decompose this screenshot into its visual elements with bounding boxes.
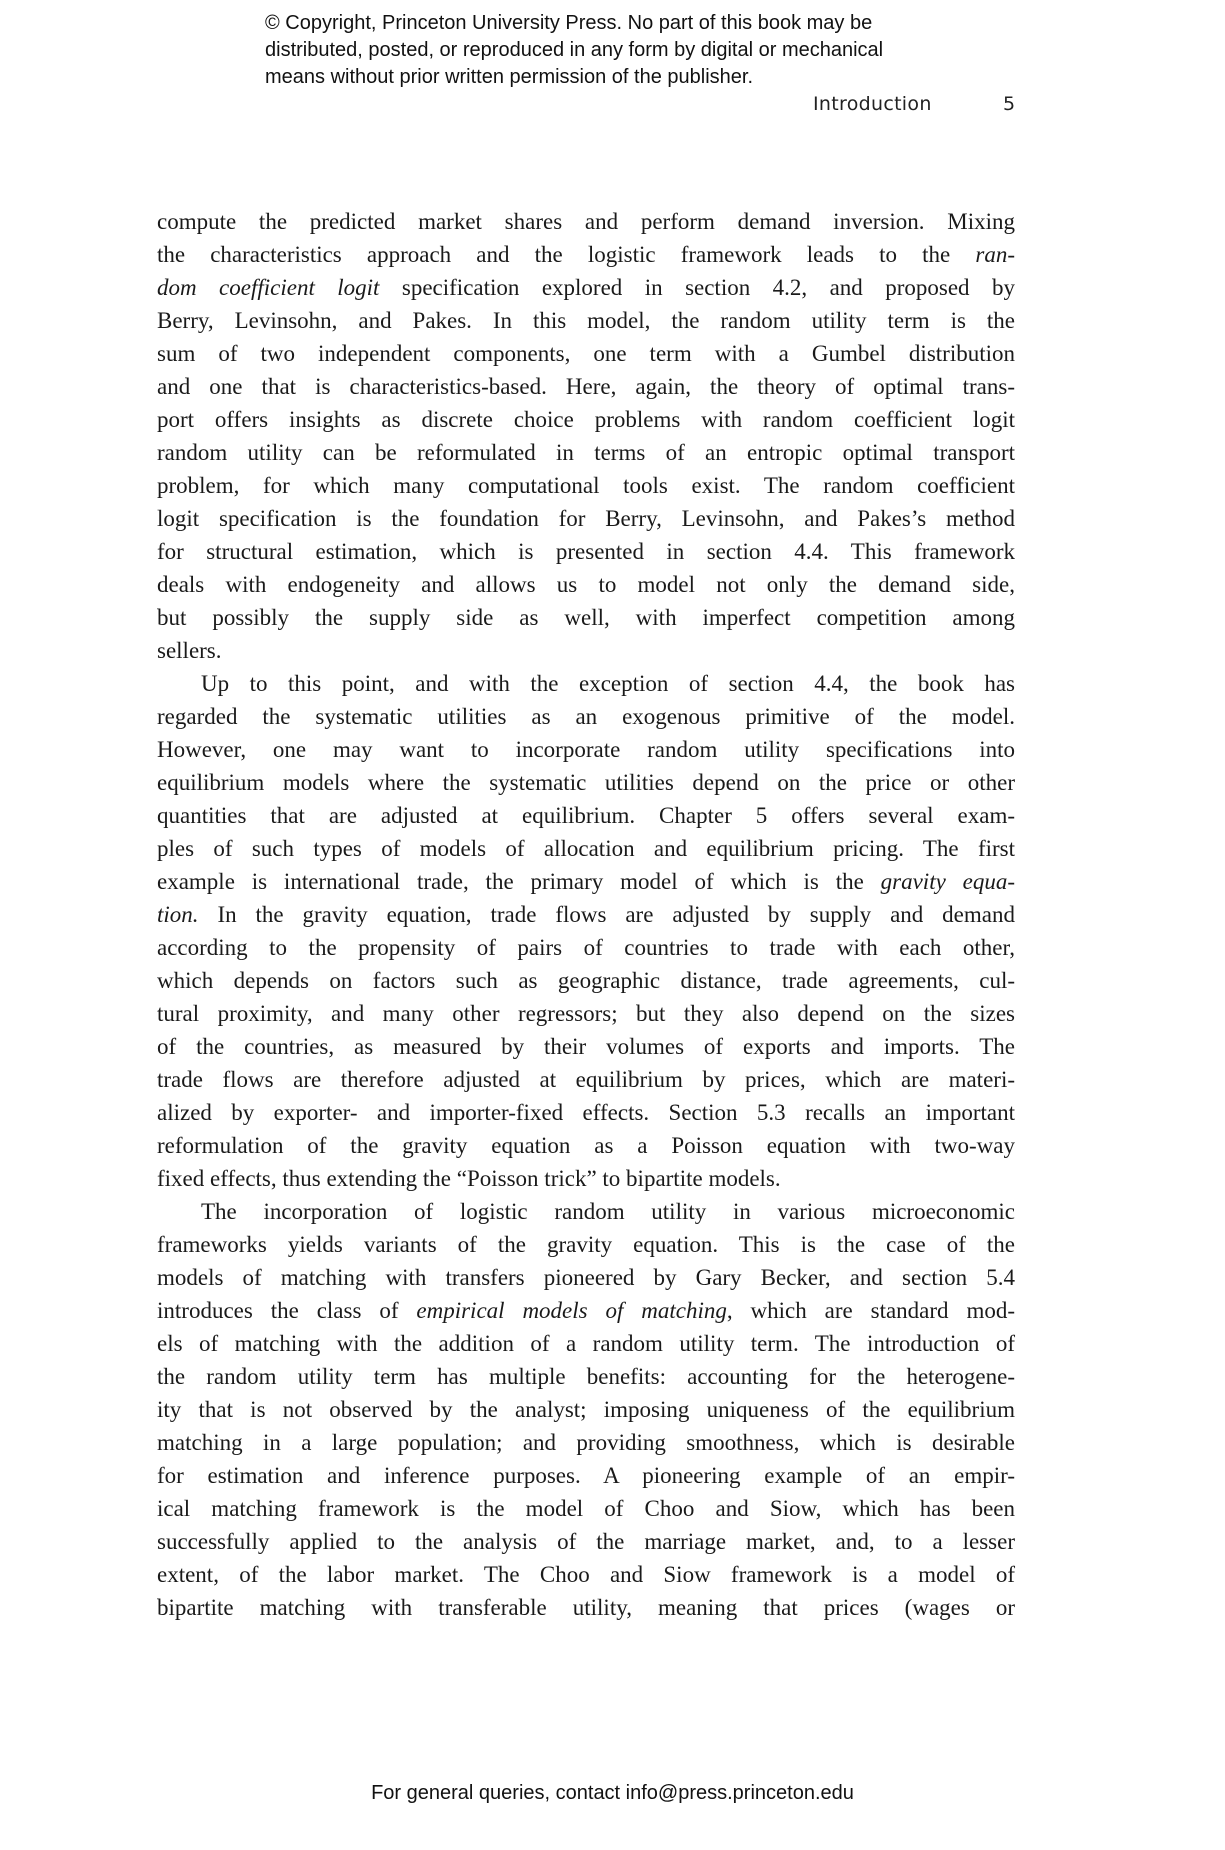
- text-segment: els of matching with the addition of a random utility term. The introduction of: [157, 1331, 1015, 1356]
- text-line: [157, 238, 1015, 271]
- text-segment: introduces the class of: [157, 1298, 417, 1323]
- text-line: [157, 931, 1015, 964]
- text-segment: In the gravity equation, trade flows are adjusted by supply and demand: [198, 902, 1015, 927]
- text-segment: successfully applied to the analysis of the marriage market, and, to a lesser: [157, 1529, 1015, 1554]
- text-line: [157, 832, 1015, 865]
- text-line: [157, 337, 1015, 370]
- text-segment: fixed effects, thus extending the “Poisson trick” to bipartite models.: [157, 1166, 781, 1191]
- text-line: [157, 1228, 1015, 1261]
- text-segment: However, one may want to incorporate random utility specifications into: [157, 737, 1015, 762]
- text-segment: the random utility term has multiple benefits: accounting for the heterogene-: [157, 1364, 1015, 1389]
- text-segment: the characteristics approach and the logistic framework leads to the: [157, 242, 976, 267]
- text-segment: but possibly the supply side as well, with imperfect competition among: [157, 605, 1015, 630]
- text-line: [157, 1030, 1015, 1063]
- paragraph: [157, 667, 1015, 1195]
- text-segment: tural proximity, and many other regressors; but they also depend on the sizes: [157, 1001, 1015, 1026]
- text-line: [157, 1591, 1015, 1624]
- text-line: [157, 1261, 1015, 1294]
- text-line: [157, 535, 1015, 568]
- text-line: [157, 799, 1015, 832]
- text-segment: logit specification is the foundation for Berry, Levinsohn, and Pakes’s method: [157, 506, 1015, 531]
- italic-text: ran-: [975, 242, 1015, 267]
- text-segment: of the countries, as measured by their volumes of exports and imports. The: [157, 1034, 1015, 1059]
- text-segment: and one that is characteristics-based. Here, again, the theory of optimal trans-: [157, 374, 1015, 399]
- text-segment: which depends on factors such as geographic distance, trade agreements, cul-: [157, 968, 1015, 993]
- text-line: [157, 436, 1015, 469]
- text-segment: problem, for which many computational tools exist. The random coefficient: [157, 473, 1015, 498]
- text-line: [157, 1525, 1015, 1558]
- italic-text: gravity equa-: [880, 869, 1015, 894]
- text-segment: , which are standard mod-: [726, 1298, 1015, 1323]
- text-line: [157, 568, 1015, 601]
- text-line: [157, 1096, 1015, 1129]
- text-line: [157, 1129, 1015, 1162]
- text-segment: sellers.: [157, 638, 222, 663]
- text-line: [157, 1360, 1015, 1393]
- text-segment: alized by exporter- and importer-fixed effects. Section 5.3 recalls an important: [157, 1100, 1015, 1125]
- text-segment: quantities that are adjusted at equilibrium. Chapter 5 offers several exam-: [157, 803, 1015, 828]
- text-segment: for estimation and inference purposes. A pioneering example of an empir-: [157, 1463, 1015, 1488]
- text-segment: deals with endogeneity and allows us to model not only the demand side,: [157, 572, 1015, 597]
- text-line: [157, 634, 1015, 667]
- text-segment: specification explored in section 4.2, and proposed by: [379, 275, 1015, 300]
- text-segment: regarded the systematic utilities as an exogenous primitive of the model.: [157, 704, 1015, 729]
- text-line: [157, 1426, 1015, 1459]
- paragraph: [157, 205, 1015, 667]
- text-line: [157, 1063, 1015, 1096]
- text-line: [157, 403, 1015, 436]
- text-segment: models of matching with transfers pioneered by Gary Becker, and section 5.4: [157, 1265, 1015, 1290]
- paragraph: [157, 1195, 1015, 1624]
- text-segment: ples of such types of models of allocation and equilibrium pricing. The first: [157, 836, 1015, 861]
- running-head-title: Introduction: [813, 93, 932, 115]
- text-segment: sum of two independent components, one term with a Gumbel distribution: [157, 341, 1015, 366]
- text-line: [157, 1558, 1015, 1591]
- text-segment: bipartite matching with transferable utility, meaning that prices (wages or: [157, 1595, 1015, 1620]
- text-segment: for structural estimation, which is presented in section 4.4. This framework: [157, 539, 1015, 564]
- text-line: [157, 1393, 1015, 1426]
- text-segment: The incorporation of logistic random utility in various microeconomic: [201, 1199, 1015, 1224]
- text-line: [157, 1492, 1015, 1525]
- copyright-notice: [265, 10, 883, 91]
- page-number: 5: [1003, 93, 1016, 115]
- text-segment: according to the propensity of pairs of countries to trade with each other,: [157, 935, 1015, 960]
- text-line: [157, 271, 1015, 304]
- text-line: [157, 502, 1015, 535]
- text-segment: equilibrium models where the systematic utilities depend on the price or other: [157, 770, 1015, 795]
- text-line: [157, 1162, 1015, 1195]
- text-segment: frameworks yields variants of the gravity equation. This is the case of the: [157, 1232, 1015, 1257]
- text-segment: reformulation of the gravity equation as a Poisson equation with two-way: [157, 1133, 1015, 1158]
- copyright-line: distributed, posted, or reproduced in any form by digital or mechanical: [265, 39, 884, 61]
- text-segment: ity that is not observed by the analyst; imposing uniqueness of the equilibrium: [157, 1397, 1015, 1422]
- text-line: [157, 898, 1015, 931]
- text-segment: random utility can be reformulated in terms of an entropic optimal transport: [157, 440, 1015, 465]
- text-segment: ical matching framework is the model of Choo and Siow, which has been: [157, 1496, 1015, 1521]
- text-line: [157, 964, 1015, 997]
- text-line: [157, 766, 1015, 799]
- text-line: [157, 1459, 1015, 1492]
- text-segment: compute the predicted market shares and perform demand inversion. Mixing: [157, 209, 1015, 234]
- text-segment: example is international trade, the primary model of which is the: [157, 869, 881, 894]
- italic-text: empirical models of matching: [416, 1298, 727, 1323]
- text-line: [157, 1195, 1015, 1228]
- text-line: [157, 997, 1015, 1030]
- text-line: [157, 667, 1015, 700]
- text-segment: Berry, Levinsohn, and Pakes. In this model, the random utility term is the: [157, 308, 1015, 333]
- copyright-line: means without prior written permission of the publisher.: [265, 66, 754, 88]
- text-segment: extent, of the labor market. The Choo and Siow framework is a model of: [157, 1562, 1015, 1587]
- text-line: [157, 469, 1015, 502]
- text-line: [157, 700, 1015, 733]
- text-line: [157, 733, 1015, 766]
- italic-text: tion.: [157, 902, 199, 927]
- footer-contact: For general queries, contact info@press.princeton.edu: [371, 1782, 854, 1804]
- text-segment: matching in a large population; and providing smoothness, which is desirable: [157, 1430, 1015, 1455]
- text-line: [157, 370, 1015, 403]
- text-line: [157, 601, 1015, 634]
- text-segment: Up to this point, and with the exception of section 4.4, the book has: [201, 671, 1015, 696]
- text-line: [157, 865, 1015, 898]
- text-segment: port offers insights as discrete choice problems with random coefficient logit: [157, 407, 1015, 432]
- text-line: [157, 1327, 1015, 1360]
- body-text: [157, 205, 1015, 1624]
- text-line: [157, 205, 1015, 238]
- text-segment: trade flows are therefore adjusted at equilibrium by prices, which are materi-: [157, 1067, 1015, 1092]
- italic-text: dom coefficient logit: [157, 275, 380, 300]
- copyright-line: © Copyright, Princeton University Press. No part of this book may be: [265, 12, 873, 34]
- text-line: [157, 304, 1015, 337]
- text-line: [157, 1294, 1015, 1327]
